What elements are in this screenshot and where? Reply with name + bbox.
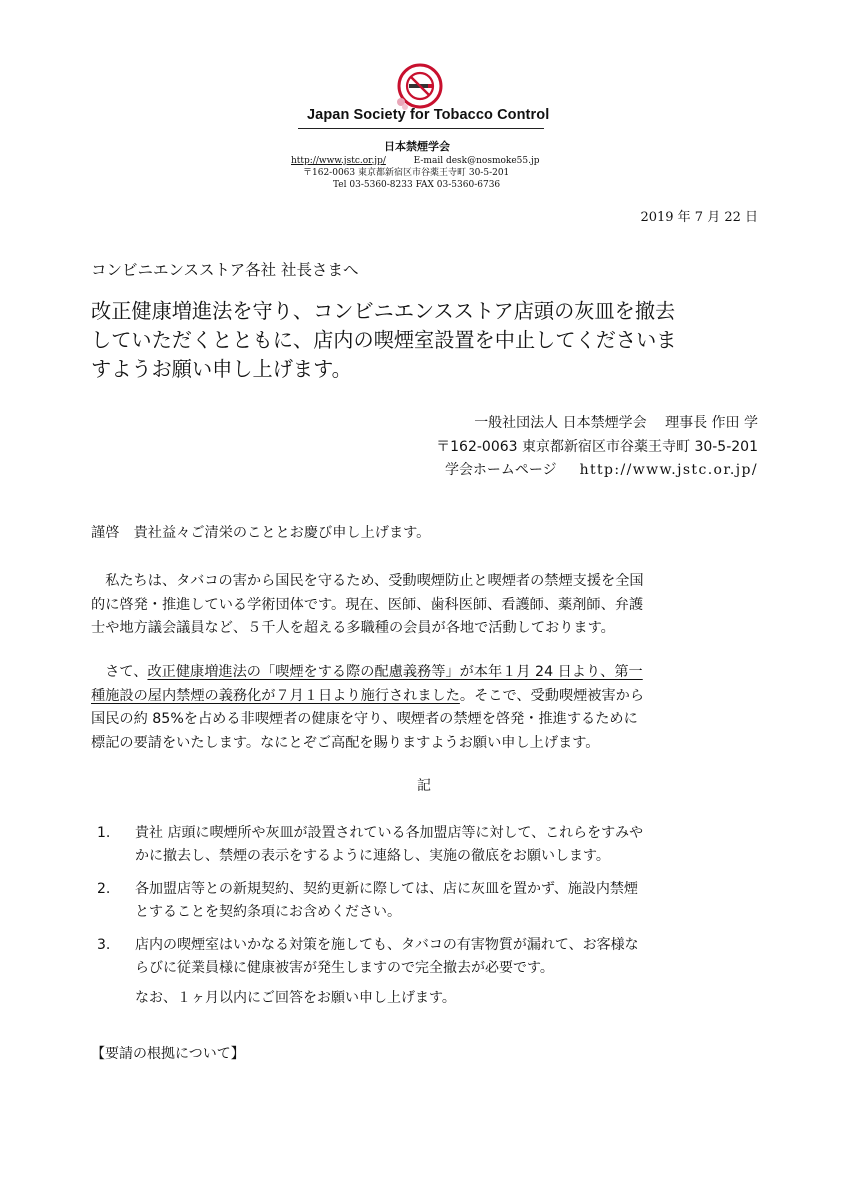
org-name-jp: 日本禁煙学会	[384, 140, 450, 153]
homepage-label: 学会ホームページ	[444, 462, 557, 478]
letter-title	[91, 297, 763, 384]
list-item-line: 各加盟店等との新規契約、契約更新に際しては、店に灰皿を置かず、施設内禁煙	[135, 881, 638, 897]
request-list	[97, 822, 767, 990]
sender-name: 一般社団法人 日本禁煙学会 理事長 作田 学	[474, 415, 758, 431]
list-number: 1.	[97, 825, 111, 841]
paragraph-line: 国民の約 85%を占める非喫煙者の健康を守り、喫煙者の禁煙を啓発・推進するために	[91, 711, 638, 727]
paragraph-request-reason	[91, 661, 761, 755]
list-item-line: 店内の喫煙室はいかなる対策を施しても、タバコの有害物質が漏れて、お客様な	[135, 937, 639, 953]
paragraph-line: 的に啓発・推進している学術団体です。現在、医師、歯科医師、看護師、薬剤師、弁護	[91, 596, 644, 613]
org-address: 〒162-0063 東京都新宿区市谷薬王寺町 30-5-201	[303, 168, 510, 178]
greeting: 謹啓 貴社益々ご清栄のこととお慶び申し上げます。	[91, 525, 431, 541]
paragraph-line: 私たちは、タバコの害から国民を守るため、受動喫煙防止と喫煙者の禁煙支援を全国	[91, 573, 644, 589]
list-item	[97, 822, 767, 868]
org-name-en: Japan Society for Tobacco Control	[307, 107, 550, 123]
society-logo	[395, 62, 445, 112]
ki-heading: 記	[417, 778, 431, 794]
list-item-line: かに撤去し、禁煙の表示をするように連絡し、実施の徹底をお願いします。	[135, 848, 610, 864]
paragraph-line	[91, 661, 761, 685]
org-url-link[interactable]: http://www.jstc.or.jp/	[291, 156, 386, 166]
paragraph-text: 。そこで、受動喫煙被害から	[459, 687, 645, 704]
sender-address: 〒162-0063 東京都新宿区市谷薬王寺町 30-5-201	[436, 439, 758, 455]
closing-note: なお、１ヶ月以内にご回答をお願い申し上げます。	[135, 990, 456, 1006]
list-item	[97, 934, 767, 980]
letter-date: 2019 年 7 月 22 日	[640, 210, 758, 225]
contact-line-1	[291, 155, 540, 167]
list-number: 2.	[97, 881, 111, 897]
homepage-link[interactable]: http://www.jstc.or.jp/	[579, 462, 758, 478]
list-number: 3.	[97, 937, 111, 953]
paragraph-line: 標記の要請をいたします。なにとぞご高配を賜りますようお願い申し上げます。	[91, 734, 600, 751]
title-line: していただくとともに、店内の喫煙室設置を中止してくださいま	[91, 328, 677, 352]
addressee: コンビニエンスストア各社 社長さまへ	[91, 261, 359, 279]
sender-homepage	[445, 459, 758, 479]
underlined-text: 改正健康増進法の「喫煙をする際の配慮義務等」が本年１月 24 日より、第一	[147, 664, 643, 680]
no-smoking-icon	[395, 62, 445, 112]
org-email: E-mail desk@nosmoke55.jp	[413, 156, 540, 166]
basis-heading: 【要請の根拠について】	[91, 1046, 245, 1062]
paragraph-line: 士や地方議会議員など、５千人を超える多職種の会員が各地で活動しております。	[91, 620, 615, 636]
title-line: すようお願い申し上げます。	[91, 357, 352, 381]
underlined-text: 種施設の屋内禁煙の義務化が７月１日より施行されました	[91, 687, 460, 704]
paragraph-text: さて、	[91, 664, 148, 680]
list-item-line: らびに従業員様に健康被害が発生しますので完全撤去が必要です。	[135, 960, 554, 976]
list-item-line: 貴社 店頭に喫煙所や灰皿が設置されている各加盟店等に対して、これらをすみや	[135, 825, 644, 841]
title-line: 改正健康増進法を守り、コンビニエンスストア店頭の灰皿を撤去	[91, 299, 676, 323]
org-phone-fax: Tel 03-5360-8233 FAX 03-5360-6736	[333, 180, 501, 190]
paragraph-line	[91, 685, 761, 709]
letterhead-rule	[298, 128, 544, 129]
list-item	[97, 878, 767, 924]
list-item-line: とすることを契約条項にお含めください。	[135, 904, 401, 920]
paragraph-intro	[91, 570, 761, 641]
